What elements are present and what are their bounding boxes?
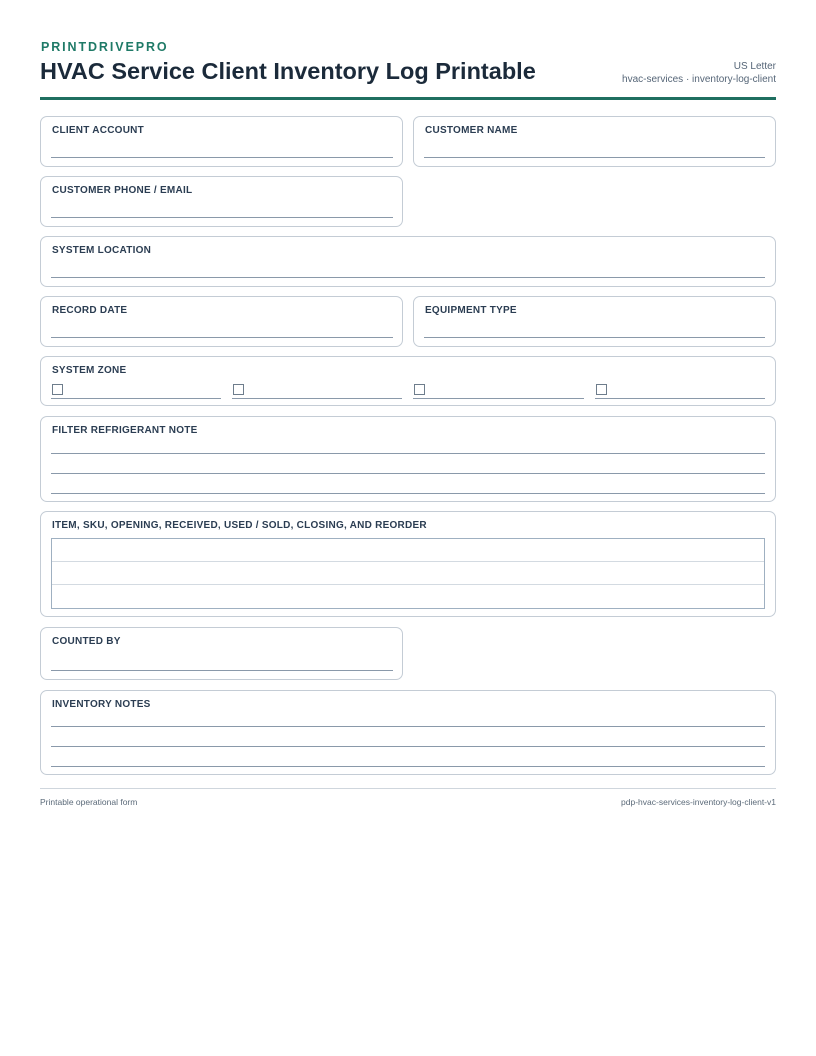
inventory-notes-line[interactable]: [51, 766, 765, 767]
record-date-line[interactable]: [51, 337, 393, 338]
equipment-type-field: [413, 296, 776, 347]
footer-left: Printable operational form: [40, 797, 138, 807]
system-location-label: SYSTEM LOCATION: [52, 245, 152, 256]
table-row[interactable]: [52, 562, 764, 585]
item-table: [51, 538, 765, 609]
brand-name: PRINTDRIVEPRO: [41, 40, 169, 54]
system-location-field: [40, 236, 776, 287]
table-row[interactable]: [52, 539, 764, 562]
client-account-field: [40, 116, 403, 167]
filter-note-label: FILTER REFRIGERANT NOTE: [52, 425, 198, 436]
system-zone-label: SYSTEM ZONE: [52, 365, 127, 376]
zone-option-line: [51, 398, 221, 399]
zone-checkbox[interactable]: [596, 384, 607, 395]
system-zone-field: [40, 356, 776, 406]
inventory-notes-label: INVENTORY NOTES: [52, 699, 151, 710]
zone-checkbox[interactable]: [52, 384, 63, 395]
item-table-field: [40, 511, 776, 617]
inventory-notes-line[interactable]: [51, 746, 765, 747]
page-title: HVAC Service Client Inventory Log Printable: [40, 58, 536, 84]
counted-by-field: [40, 627, 403, 680]
zone-option-line: [595, 398, 765, 399]
customer-contact-field: [40, 176, 403, 227]
client-account-label: CLIENT ACCOUNT: [52, 125, 145, 136]
counted-by-label: COUNTED BY: [52, 636, 121, 647]
footer-right: pdp-hvac-services-inventory-log-client-v1: [621, 797, 776, 807]
zone-checkbox[interactable]: [414, 384, 425, 395]
equipment-type-label: EQUIPMENT TYPE: [425, 305, 517, 316]
document-slug: hvac-services · inventory-log-client: [622, 74, 776, 85]
filter-note-line[interactable]: [51, 453, 765, 454]
customer-name-line[interactable]: [424, 157, 765, 158]
customer-contact-line[interactable]: [51, 217, 393, 218]
customer-contact-label: CUSTOMER PHONE / EMAIL: [52, 185, 193, 196]
zone-option-line: [232, 398, 402, 399]
record-date-field: [40, 296, 403, 347]
system-location-line[interactable]: [51, 277, 765, 278]
header-rule: [40, 97, 776, 100]
table-row[interactable]: [52, 585, 764, 608]
item-table-label: ITEM, SKU, OPENING, RECEIVED, USED / SOLD, CLOSING, AND REORDER: [52, 520, 427, 531]
zone-checkbox[interactable]: [233, 384, 244, 395]
filter-note-field: [40, 416, 776, 502]
document-meta: [622, 60, 776, 86]
counted-by-line[interactable]: [51, 670, 393, 671]
footer-rule: [40, 788, 776, 789]
zone-option-line: [413, 398, 584, 399]
customer-name-field: [413, 116, 776, 167]
paper-size: US Letter: [733, 61, 776, 72]
record-date-label: RECORD DATE: [52, 305, 128, 316]
inventory-notes-line[interactable]: [51, 726, 765, 727]
inventory-notes-field: [40, 690, 776, 775]
equipment-type-line[interactable]: [424, 337, 765, 338]
filter-note-line[interactable]: [51, 473, 765, 474]
client-account-line[interactable]: [51, 157, 393, 158]
customer-name-label: CUSTOMER NAME: [425, 125, 518, 136]
filter-note-line[interactable]: [51, 493, 765, 494]
